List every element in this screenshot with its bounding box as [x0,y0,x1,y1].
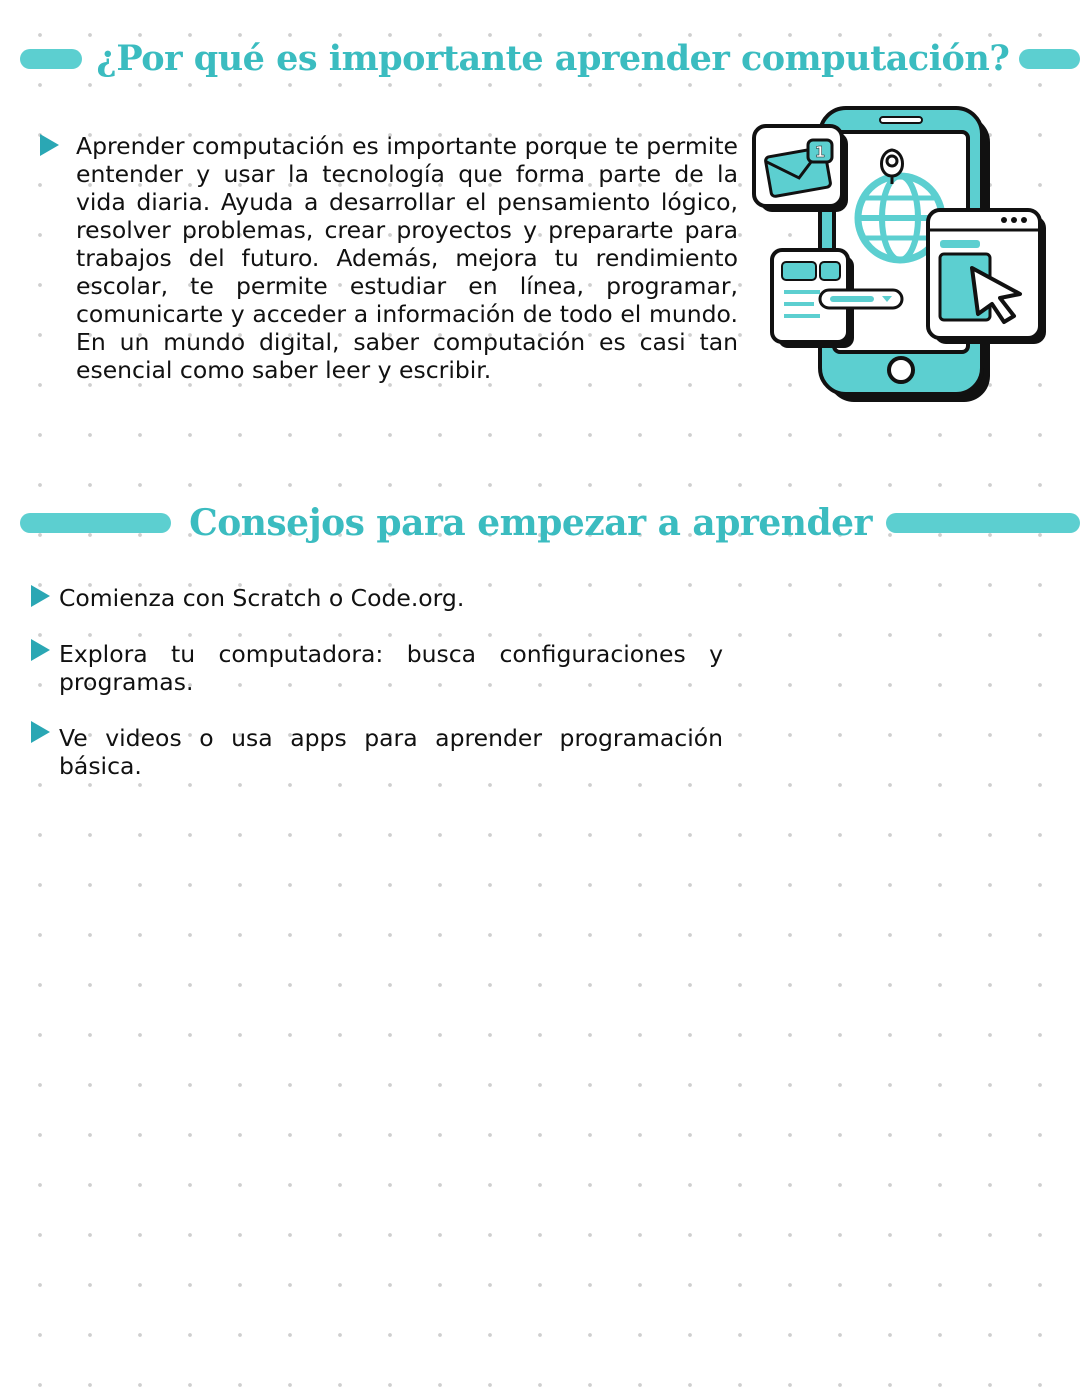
tip-text: Explora tu computadora: busca configuraciones y programas. [59,640,723,696]
tip-text: Ve videos o usa apps para aprender programación básica. [59,724,723,780]
section-heading-importance [0,38,1080,79]
section-title-tips: Consejos para empezar a aprender [189,502,873,544]
heading-decoration-left [20,513,171,533]
section-title-importance: ¿Por qué es importante aprender computación? [96,38,1010,79]
bullet-triangle-icon [31,639,50,661]
notification-badge-icon [808,140,832,162]
tip-text: Comienza con Scratch o Code.org. [59,584,465,612]
heading-decoration-right [886,513,1080,533]
technology-illustration [750,100,1050,410]
email-icon [754,126,848,212]
heading-decoration-right [1019,49,1080,69]
badge-count: 1 [814,143,826,161]
bullet-triangle-icon [31,585,50,607]
intro-paragraph: Aprender computación es importante porque te permite entender y usar la tecnología que forma parte de la vida diaria. Ayuda a desarrollar el pensamiento lógico, resolver problemas, crear proyectos y prepararte para trabajos del futuro. Además, mejora tu rendimiento escolar, te permite estudiar en línea, programar, comunicarte y acceder a información de todo el mundo. En un mundo digital, saber computación es casi tan esencial como saber leer y escribir. [76,132,738,384]
heading-decoration-left [20,49,82,69]
section-heading-tips [0,502,1080,544]
bullet-triangle-icon [31,721,50,743]
bullet-triangle-icon [40,134,59,156]
